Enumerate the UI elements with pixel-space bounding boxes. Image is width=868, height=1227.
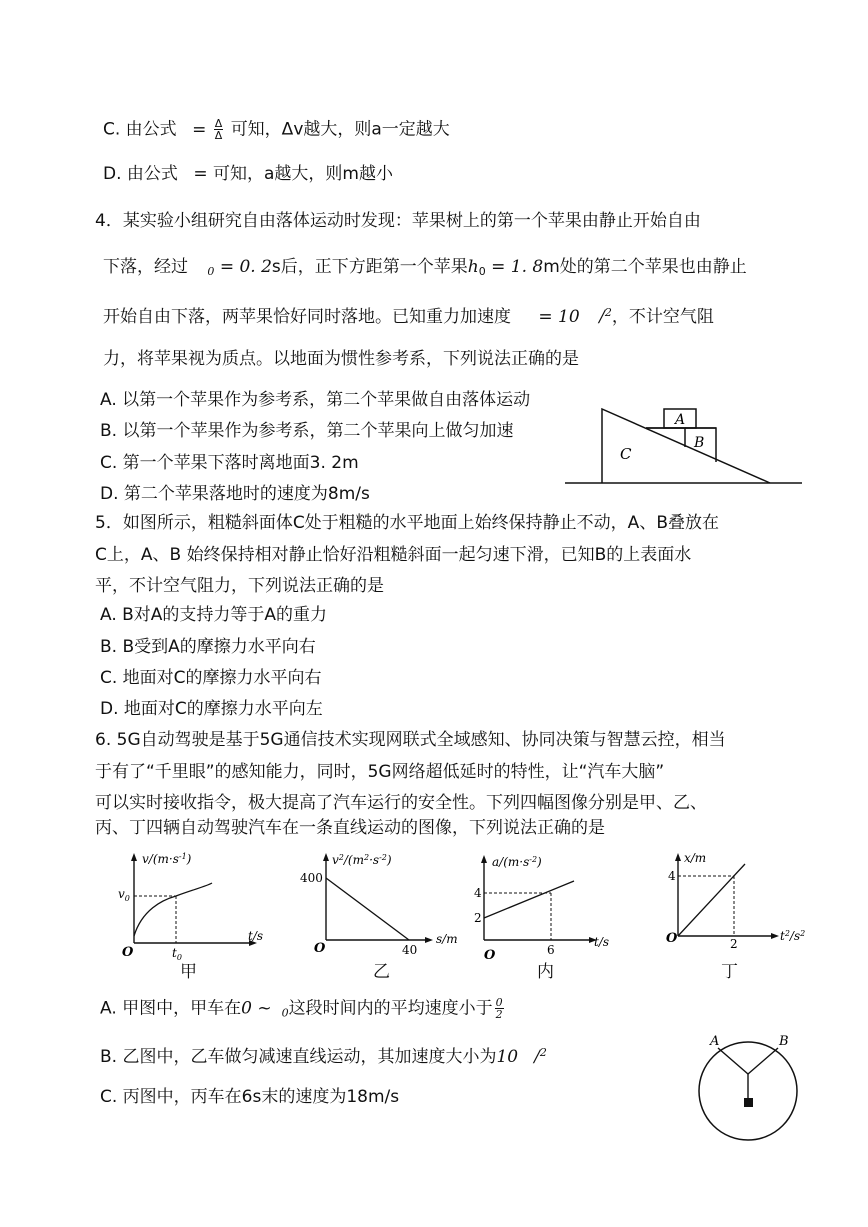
- hanging-block: [744, 1098, 753, 1107]
- q4-line2-h-sub: 0: [478, 265, 486, 278]
- graph-bing-x-tick: 6: [547, 943, 555, 957]
- q6-stem-line-4: 丙、丁四辆自动驾驶汽车在一条直线运动的图像，下列说法正确的是: [95, 818, 605, 838]
- q4-stem-line-2: [103, 256, 747, 283]
- graph-bing-y-tick-2: 2: [474, 911, 482, 925]
- graph-ding-ylabel: x/m: [684, 851, 707, 865]
- q4-stem-line-3: [103, 302, 714, 328]
- graph-yi-y-tick: 400: [300, 871, 323, 885]
- graph-jia-curve: [134, 883, 212, 936]
- q3-option-c-fraction: [214, 118, 224, 141]
- graph-bing-xlabel: t/s: [594, 935, 610, 949]
- graph-bing-y-arrow: [481, 855, 487, 863]
- q4-option-d: D. 第二个苹果落地时的速度为8m/s: [100, 484, 370, 504]
- graph-yi-x-arrow: [425, 937, 433, 943]
- q5-option-a: A. B对A的支持力等于A的重力: [100, 605, 328, 625]
- label-c: C: [620, 445, 632, 463]
- circle-figure: [690, 1026, 810, 1146]
- graph-ding-y-tick: 4: [668, 869, 676, 883]
- graph-jia-y-arrow: [131, 853, 137, 861]
- graph-jia: [112, 848, 282, 960]
- graph-ding-caption: 丁: [721, 962, 738, 982]
- q6-option-b-slash: /: [534, 1047, 540, 1067]
- circle-label-a: A: [710, 1034, 720, 1049]
- q4-option-a: A. 以第一个苹果作为参考系，第二个苹果做自由落体运动: [100, 390, 531, 410]
- graph-yi-x-tick: 40: [402, 943, 418, 957]
- q6-stem-line-3: 可以实时接收指令，极大提高了汽车运行的安全性。下列四幅图像分别是甲、乙、: [95, 793, 707, 813]
- graph-bing-ylabel: $a/(m\cdot s^{-2})$: [492, 855, 542, 869]
- q4-stem-line-4: 力，将苹果视为质点。以地面为惯性参考系，下列说法正确的是: [103, 349, 579, 369]
- graph-ding-y-arrow: [675, 853, 681, 861]
- rope-a: [718, 1048, 748, 1074]
- graph-bing-line: [484, 881, 574, 918]
- q6-option-b-sup: 2: [539, 1046, 547, 1059]
- q5-stem-line-1: 5．如图所示，粗糙斜面体C处于粗糙的水平地面上始终保持静止不动，A、B叠放在: [95, 513, 719, 533]
- q6-option-b: [100, 1042, 547, 1068]
- q3-option-c-prefix: C. 由公式: [103, 119, 177, 140]
- q6-option-a-range: 0 ~: [241, 998, 272, 1019]
- graph-yi-line: [326, 878, 409, 940]
- q3-option-d: [103, 163, 393, 185]
- q3-option-d-eq: =: [193, 164, 208, 184]
- circle-label-b: B: [779, 1034, 789, 1049]
- q3-option-c-fraction-num: Δ: [214, 117, 223, 130]
- graph-bing-caption: 内: [537, 962, 554, 982]
- graph-ding-origin: O: [666, 931, 678, 946]
- graph-jia-y-tick: $v_0$: [118, 887, 130, 903]
- graph-ding-xlabel: $t^2/s^2$: [780, 929, 806, 943]
- q4-line3-sup: 2: [604, 306, 612, 319]
- q4-line2-h-val: = 1. 8: [491, 257, 544, 277]
- graph-jia-xlabel: t/s: [248, 929, 264, 943]
- label-b: B: [694, 435, 705, 451]
- graph-yi-y-arrow: [323, 853, 329, 861]
- q3-option-d-suffix: 可知，a越大，则m越小: [212, 164, 393, 184]
- q4-line2-part-c: s后，正下方距第一个苹果: [271, 257, 468, 277]
- graph-jia-ylabel: $v/(m\cdot s^{-1})$: [142, 852, 192, 866]
- q4-options: [100, 389, 592, 513]
- q3-option-c: [103, 118, 450, 141]
- graph-yi-origin: O: [314, 941, 326, 956]
- q5-stem-line-2: C上，A、B 始终保持相对静止恰好沿粗糙斜面一起匀速下滑，已知B的上表面水: [95, 545, 692, 565]
- q6-option-c: C. 丙图中，丙车在6s末的速度为18m/s: [100, 1087, 400, 1107]
- q4-line2-h: h: [467, 257, 479, 277]
- graph-bing-origin: O: [484, 948, 496, 963]
- rope-b: [748, 1048, 778, 1074]
- graph-yi: [296, 848, 466, 960]
- q4-stem-line-1: 4．某实验小组研究自由落体运动时发现：苹果树上的第一个苹果由静止开始自由: [95, 211, 701, 231]
- q3-option-c-eq: =: [192, 119, 207, 140]
- q6-option-b-prefix: B. 乙图中，乙车做匀减速直线运动，其加速度大小为: [100, 1047, 497, 1067]
- q4-option-b: B. 以第一个苹果作为参考系，第二个苹果向上做匀加速: [100, 421, 514, 441]
- graph-jia-origin: O: [122, 945, 134, 960]
- label-a: A: [675, 412, 686, 428]
- q4-line3-part-a: 开始自由下落，两苹果恰好同时落地。已知重力加速度: [103, 307, 511, 327]
- graph-jia-x-tick: $t_0$: [172, 946, 182, 960]
- q6-stem-line-1: 6. 5G自动驾驶是基于5G通信技术实现网联式全域感知、协同决策与智慧云控，相当: [95, 730, 726, 750]
- graph-bing: [474, 852, 624, 964]
- graph-bing-y-tick-4: 4: [474, 886, 482, 900]
- graph-yi-xlabel: s/m: [436, 932, 458, 946]
- q4-line2-t0-sub: 0: [207, 265, 215, 278]
- q3-option-c-suffix: 可知，Δv越大，则a一定越大: [230, 119, 450, 140]
- q5-stem-line-3: 平，不计空气阻力，下列说法正确的是: [95, 576, 384, 596]
- q4-line2-part-a: 下落，经过: [103, 257, 188, 277]
- q4-option-c: C. 第一个苹果下落时离地面3. 2m: [100, 453, 359, 473]
- q6-option-a-prefix: A. 甲图中，甲车在: [100, 998, 242, 1019]
- graph-ding-line: [678, 864, 745, 936]
- q4-line3-slash: /: [599, 307, 605, 327]
- graph-jia-caption: 甲: [180, 962, 197, 982]
- q5-option-d: D. 地面对C的摩擦力水平向左: [100, 699, 323, 719]
- q6-option-a-sub: 0: [281, 1006, 289, 1020]
- q4-line2-part-e: m处的第二个苹果也由静止: [543, 257, 747, 277]
- graph-ding: [662, 848, 817, 960]
- incline-figure: [560, 395, 810, 495]
- q5-option-c: C. 地面对C的摩擦力水平向右: [100, 668, 322, 688]
- q5-option-b: B. B受到A的摩擦力水平向右: [100, 637, 316, 657]
- q6-option-a-suffix: 这段时间内的平均速度小于: [288, 998, 493, 1019]
- q6-option-a-fraction-num: 0: [495, 996, 503, 1009]
- q6-option-a-fraction: [495, 997, 504, 1020]
- q3-option-d-prefix: D. 由公式: [103, 164, 178, 184]
- q4-line2-t0-val: = 0. 2: [219, 257, 272, 277]
- q6-option-a: [100, 997, 506, 1025]
- q6-option-a-fraction-den: 2: [495, 1008, 503, 1021]
- q4-line3-g-val: = 10: [538, 307, 580, 327]
- q6-stem-line-2: 于有了“千里眼”的感知能力，同时，5G网络超低延时的特性，让“汽车大脑”: [95, 762, 665, 782]
- q4-line3-part-d: ，不计空气阻: [611, 307, 714, 327]
- graph-ding-x-arrow: [771, 933, 779, 939]
- q6-option-b-value: 10: [496, 1047, 519, 1067]
- graph-yi-caption: 乙: [373, 962, 390, 982]
- graph-ding-x-tick: 2: [730, 937, 738, 951]
- q3-option-c-fraction-den: Δ: [214, 129, 223, 142]
- graph-yi-ylabel: $v^2/(m^2\cdot s^{-2})$: [332, 853, 392, 867]
